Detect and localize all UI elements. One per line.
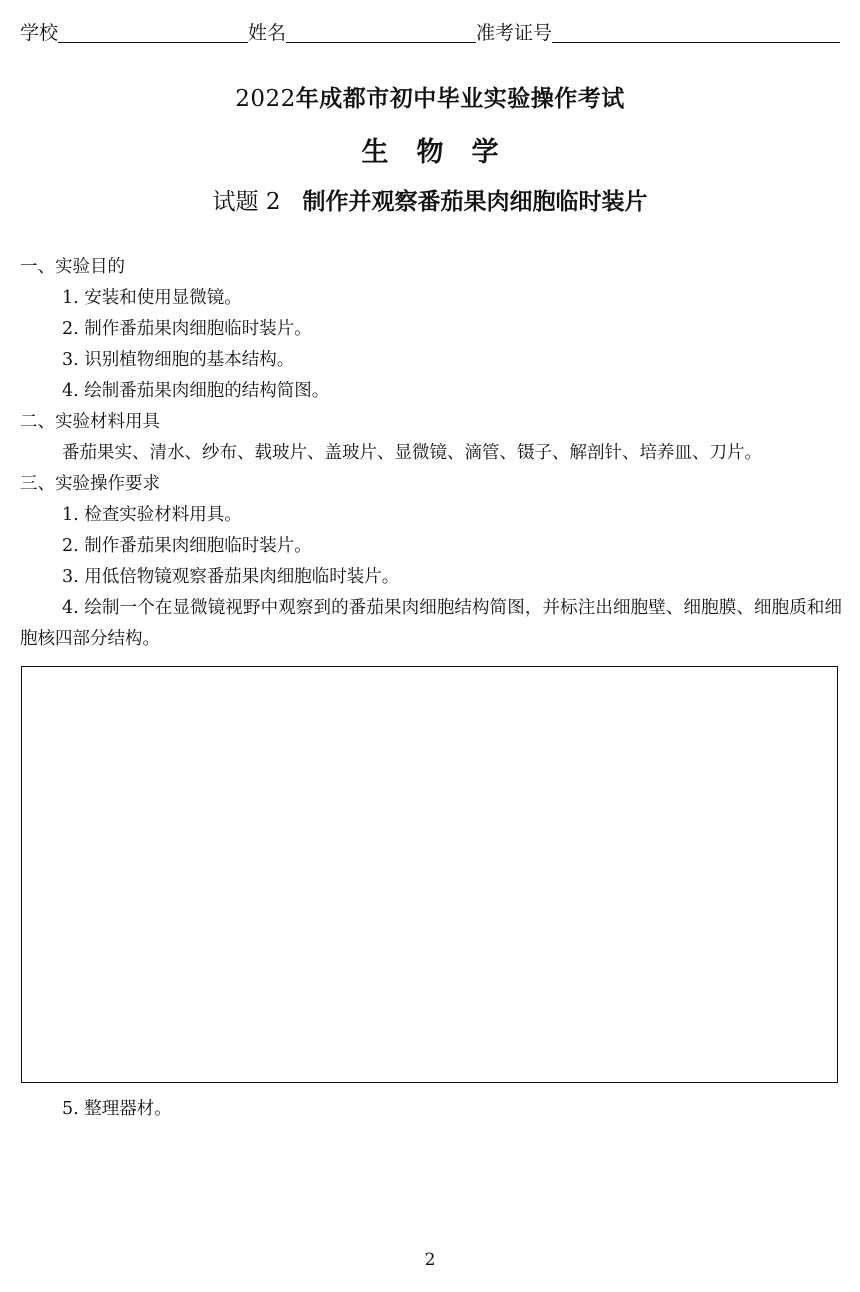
purpose-item: 3. 识别植物细胞的基本结构。	[62, 350, 295, 370]
requirement-item: 1. 检查实验材料用具。	[62, 505, 242, 525]
page-number: 2	[424, 1250, 436, 1270]
exam-title-text: 年成都市初中毕业实验操作考试	[295, 86, 625, 112]
requirement-item-final: 5. 整理器材。	[62, 1099, 172, 1119]
exam-title	[0, 80, 860, 113]
exam-number-label: 准考证号	[476, 22, 553, 44]
subject-title: 生物学	[361, 137, 527, 168]
school-label: 学校	[20, 22, 59, 44]
school-field[interactable]	[58, 20, 248, 43]
student-info-row	[20, 18, 840, 46]
instructions	[20, 252, 842, 655]
requirement-item: 4. 绘制一个在显微镜视野中观察到的番茄果肉细胞结构简图，并标注出细胞壁、细胞膜、细胞质和细胞核四部分结构。	[20, 598, 842, 649]
purpose-item: 4. 绘制番茄果肉细胞的结构简图。	[62, 381, 330, 401]
question-title-text: 制作并观察番茄果肉细胞临时装片	[302, 189, 648, 215]
question-title	[0, 183, 860, 216]
exam-number-field[interactable]	[552, 20, 840, 43]
materials-list: 番茄果实、清水、纱布、载玻片、盖玻片、显微镜、滴管、镊子、解剖针、培养皿、刀片。	[62, 443, 762, 463]
name-label: 姓名	[248, 22, 287, 44]
requirement-item: 2. 制作番茄果肉细胞临时装片。	[62, 536, 312, 556]
name-field[interactable]	[286, 20, 476, 43]
section-heading-requirements: 三、实验操作要求	[20, 474, 160, 494]
purpose-item: 2. 制作番茄果肉细胞临时装片。	[62, 319, 312, 339]
purpose-item: 1. 安装和使用显微镜。	[62, 288, 242, 308]
exam-year: 2022	[235, 86, 296, 112]
section-heading-purpose: 一、实验目的	[20, 257, 125, 277]
question-number: 试题 2	[212, 189, 281, 215]
section-heading-materials: 二、实验材料用具	[20, 412, 160, 432]
drawing-area[interactable]	[21, 666, 838, 1083]
requirement-item: 3. 用低倍物镜观察番茄果肉细胞临时装片。	[62, 567, 400, 587]
